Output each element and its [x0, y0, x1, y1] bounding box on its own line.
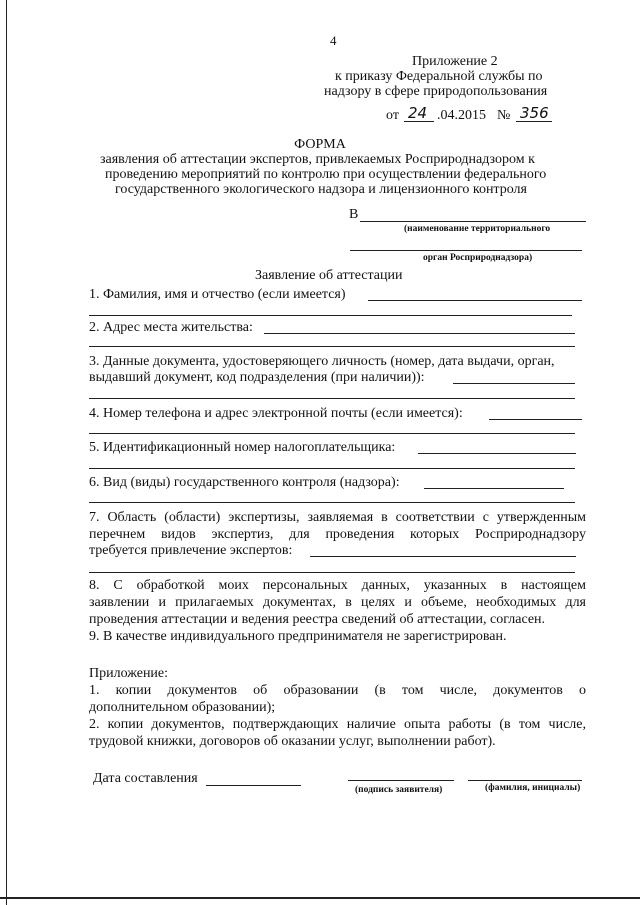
- date-day-handwritten: 24: [408, 104, 428, 122]
- field-7-label-3: требуется привлечение экспертов:: [89, 543, 293, 558]
- attachment-2-line-1: 2. копии документов, подтверждающих наличие опыта работы (в том числе,: [89, 717, 586, 732]
- field-2-label: 2. Адрес места жительства:: [89, 320, 253, 335]
- order-line-1: к приказу Федеральной службы по: [335, 69, 543, 84]
- field-2-line-2[interactable]: [89, 346, 575, 347]
- field-3-label-1: 3. Данные документа, удостоверяющего личность (номер, дата выдачи, орган,: [89, 354, 555, 369]
- attachment-2-line-2: трудовой книжки, договоров об оказании услуг, выполнении работ).: [89, 734, 496, 749]
- field-3-line[interactable]: [453, 383, 575, 384]
- field-4-label: 4. Номер телефона и адрес электронной почты (если имеется):: [89, 406, 463, 421]
- addressee-line-2[interactable]: [350, 250, 582, 251]
- field-7-label-1: 7. Область (области) экспертизы, заявляемая в соответствии с утвержденным: [89, 510, 586, 525]
- order-number-handwritten: 356: [520, 104, 549, 122]
- field-3-line-2[interactable]: [89, 398, 575, 399]
- name-caption: (фамилия, инициалы): [485, 783, 581, 793]
- field-3-label-2: выдавший документ, код подразделения (при наличии)):: [89, 370, 425, 385]
- attachment-1-line-2: дополнительном образовании);: [89, 700, 276, 715]
- addressee-prefix: В: [349, 207, 359, 222]
- field-6-label: 6. Вид (виды) государственного контроля (надзора):: [89, 475, 400, 490]
- field-7-line-2[interactable]: [89, 572, 575, 573]
- field-5-line-2[interactable]: [89, 468, 575, 469]
- addressee-caption-2: орган Росприроднадзора): [423, 253, 533, 263]
- addressee-line-1[interactable]: [360, 221, 586, 222]
- order-number-line: [516, 121, 552, 122]
- field-6-line[interactable]: [424, 488, 564, 489]
- field-4-line[interactable]: [489, 419, 582, 420]
- date-label: Дата составления: [93, 771, 198, 786]
- order-line-2: надзору в сфере природопользования: [324, 84, 548, 99]
- field-2-line[interactable]: [264, 333, 575, 334]
- appendix-title: Приложение 2: [412, 54, 498, 69]
- field-1-label: 1. Фамилия, имя и отчество (если имеется): [89, 287, 346, 302]
- signature-caption: (подпись заявителя): [355, 785, 443, 795]
- statement-title: Заявление об аттестации: [255, 268, 403, 283]
- attachments-heading: Приложение:: [89, 666, 169, 681]
- field-9-label: 9. В качестве индивидуального предпринимателя не зарегистрирован.: [89, 629, 507, 644]
- form-subtitle-1: заявления об аттестации экспертов, привлекаемых Росприроднадзором к: [100, 152, 535, 167]
- field-5-label: 5. Идентификационный номер налогоплательщика:: [89, 440, 396, 455]
- field-8-label-3: проведения аттестации и ведения реестра сведений об аттестации, согласен.: [89, 612, 546, 627]
- field-1-line[interactable]: [368, 300, 582, 301]
- form-subtitle-3: государственного экологического надзора и лицензионного контроля: [115, 182, 527, 197]
- field-6-line-2[interactable]: [89, 502, 575, 503]
- date-rest: .04.2015: [437, 108, 486, 123]
- attachment-1-line-1: 1. копии документов об образовании (в том числе, документов о: [89, 683, 586, 698]
- form-subtitle-2: проведению мероприятий по контролю при осуществлении федерального: [105, 167, 547, 182]
- signature-line[interactable]: [348, 780, 454, 781]
- date-day-line: [404, 121, 434, 122]
- field-1-line-2[interactable]: [89, 315, 572, 316]
- field-5-line[interactable]: [418, 453, 576, 454]
- field-7-label-2: перечнем видов экспертиз, для проведения которых Росприроднадзору: [89, 527, 586, 542]
- name-line[interactable]: [468, 780, 582, 781]
- field-8-label-1: 8. С обработкой моих персональных данных, указанных в настоящем: [89, 578, 586, 593]
- date-prefix: от: [386, 108, 399, 123]
- addressee-caption-1: (наименование территориального: [404, 224, 551, 234]
- number-sign: №: [497, 108, 511, 123]
- form-title: ФОРМА: [294, 137, 346, 152]
- date-line[interactable]: [206, 785, 301, 786]
- page-bottom-edge: [0, 897, 640, 899]
- field-4-line-2[interactable]: [89, 433, 575, 434]
- field-8-label-2: заявлении и прилагаемых документах, в целях и объеме, необходимых для: [89, 595, 586, 610]
- page-left-edge: [6, 0, 7, 905]
- field-7-line[interactable]: [310, 556, 576, 557]
- page-number: 4: [330, 33, 337, 48]
